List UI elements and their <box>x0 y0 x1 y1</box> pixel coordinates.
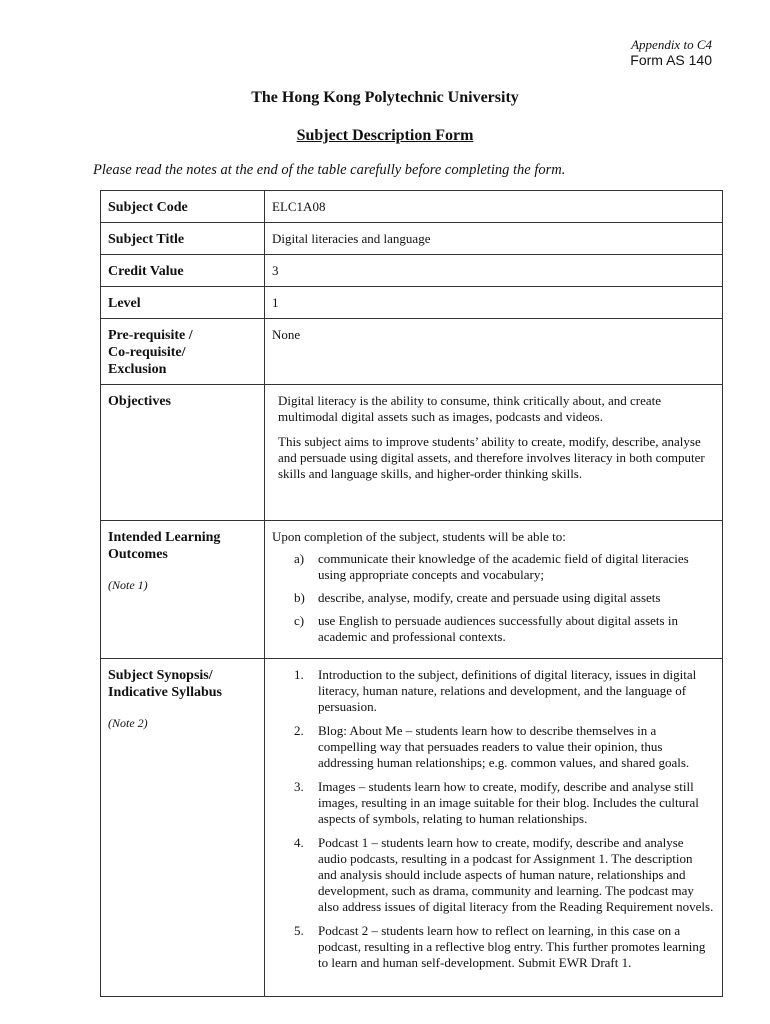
subject-code-value: ELC1A08 <box>265 191 723 223</box>
credit-value-label: Credit Value <box>101 255 265 287</box>
item-marker: a) <box>294 551 305 566</box>
item-marker: 1. <box>294 667 304 682</box>
item-marker: 2. <box>294 723 304 738</box>
learning-outcomes-title: Intended Learning Outcomes <box>108 530 221 562</box>
prerequisite-value: None <box>265 319 723 385</box>
item-text: describe, analyse, modify, create and persuade using digital assets <box>318 590 661 605</box>
syllabus-item <box>272 779 714 827</box>
syllabus-value <box>265 659 723 997</box>
row-learning-outcomes <box>101 521 723 659</box>
instruction-note: Please read the notes at the end of the table carefully before completing the form. <box>93 162 566 178</box>
item-marker: c) <box>294 613 305 628</box>
learning-outcomes-list <box>272 551 714 645</box>
subject-description-table <box>100 190 723 997</box>
item-text: Podcast 1 – students learn how to create, modify, describe and analyse audio podcasts, resulting in a podcast for Assignment 1. The description and analysis should include aspects of human nature, relationships and development, such as drama, community and learning. The podcast may also address issues of digital literacy from the Reading Requirement novels. <box>318 835 714 914</box>
prerequisite-label-line-1: Pre-requisite / <box>108 328 193 343</box>
credit-value-value: 3 <box>265 255 723 287</box>
row-prerequisite <box>101 319 723 385</box>
item-text: Introduction to the subject, definitions of digital literacy, issues in digital literacy, human nature, relations and development, and the language of persuasion. <box>318 667 697 714</box>
syllabus-list <box>272 667 714 971</box>
row-level <box>101 287 723 319</box>
item-marker: 5. <box>294 923 304 938</box>
learning-outcome-item <box>272 551 714 583</box>
row-syllabus <box>101 659 723 997</box>
item-marker: b) <box>294 590 305 605</box>
objectives-paragraph-2: This subject aims to improve students’ ability to create, modify, describe, analyse and persuade using digital assets, and therefore involves literacy in both computer skills and language skills, and higher-order thinking skills. <box>278 434 705 481</box>
row-subject-title <box>101 223 723 255</box>
syllabus-item <box>272 723 714 771</box>
learning-outcomes-label <box>101 521 265 659</box>
objectives-label: Objectives <box>101 385 265 521</box>
item-text: communicate their knowledge of the academic field of digital literacies using appropriate concepts and vocabulary; <box>318 551 689 582</box>
appendix-label: Appendix to C4 <box>631 37 712 52</box>
objectives-paragraph-1: Digital literacy is the ability to consume, think critically about, and create multimodal digital assets such as images, podcasts and videos. <box>278 393 662 424</box>
learning-outcomes-note: (Note 1) <box>108 578 148 592</box>
level-value: 1 <box>265 287 723 319</box>
subject-title-label: Subject Title <box>101 223 265 255</box>
item-text: Images – students learn how to create, modify, describe and analyse still images, resulting in an image suitable for their blog. Includes the cultural aspects of symbols, relating to human relationships. <box>318 779 699 826</box>
subject-code-label: Subject Code <box>101 191 265 223</box>
university-name: The Hong Kong Polytechnic University <box>251 89 519 106</box>
learning-outcomes-value <box>265 521 723 659</box>
learning-outcome-item <box>272 613 714 645</box>
item-marker: 3. <box>294 779 304 794</box>
item-text: use English to persuade audiences successfully about digital assets in academic and professional contexts. <box>318 613 678 644</box>
syllabus-note: (Note 2) <box>108 716 148 730</box>
prerequisite-label <box>101 319 265 385</box>
prerequisite-label-line-2: Co-requisite/ <box>108 345 186 360</box>
item-text: Podcast 2 – students learn how to reflect on learning, in this case on a podcast, resulting in a reflective blog entry. This further promotes learning to learn and human self-development. Submit EWR Draft 1. <box>318 923 706 970</box>
form-title: Subject Description Form <box>296 127 474 144</box>
item-text: Blog: About Me – students learn how to describe themselves in a compelling way that persuades readers to value their opinion, thus addressing human relationships; e.g. common values, and shared goals. <box>318 723 690 770</box>
syllabus-item <box>272 923 714 971</box>
level-label: Level <box>101 287 265 319</box>
form-number: Form AS 140 <box>630 52 712 68</box>
subject-title-value: Digital literacies and language <box>265 223 723 255</box>
syllabus-item <box>272 667 714 715</box>
item-marker: 4. <box>294 835 304 850</box>
syllabus-label <box>101 659 265 997</box>
objectives-value <box>265 385 723 521</box>
row-objectives <box>101 385 723 521</box>
prerequisite-label-line-3: Exclusion <box>108 362 167 377</box>
learning-outcome-item <box>272 590 714 606</box>
syllabus-title: Subject Synopsis/ Indicative Syllabus <box>108 668 222 700</box>
learning-outcomes-intro: Upon completion of the subject, students will be able to: <box>272 529 566 544</box>
row-credit-value <box>101 255 723 287</box>
syllabus-item <box>272 835 714 915</box>
row-subject-code <box>101 191 723 223</box>
